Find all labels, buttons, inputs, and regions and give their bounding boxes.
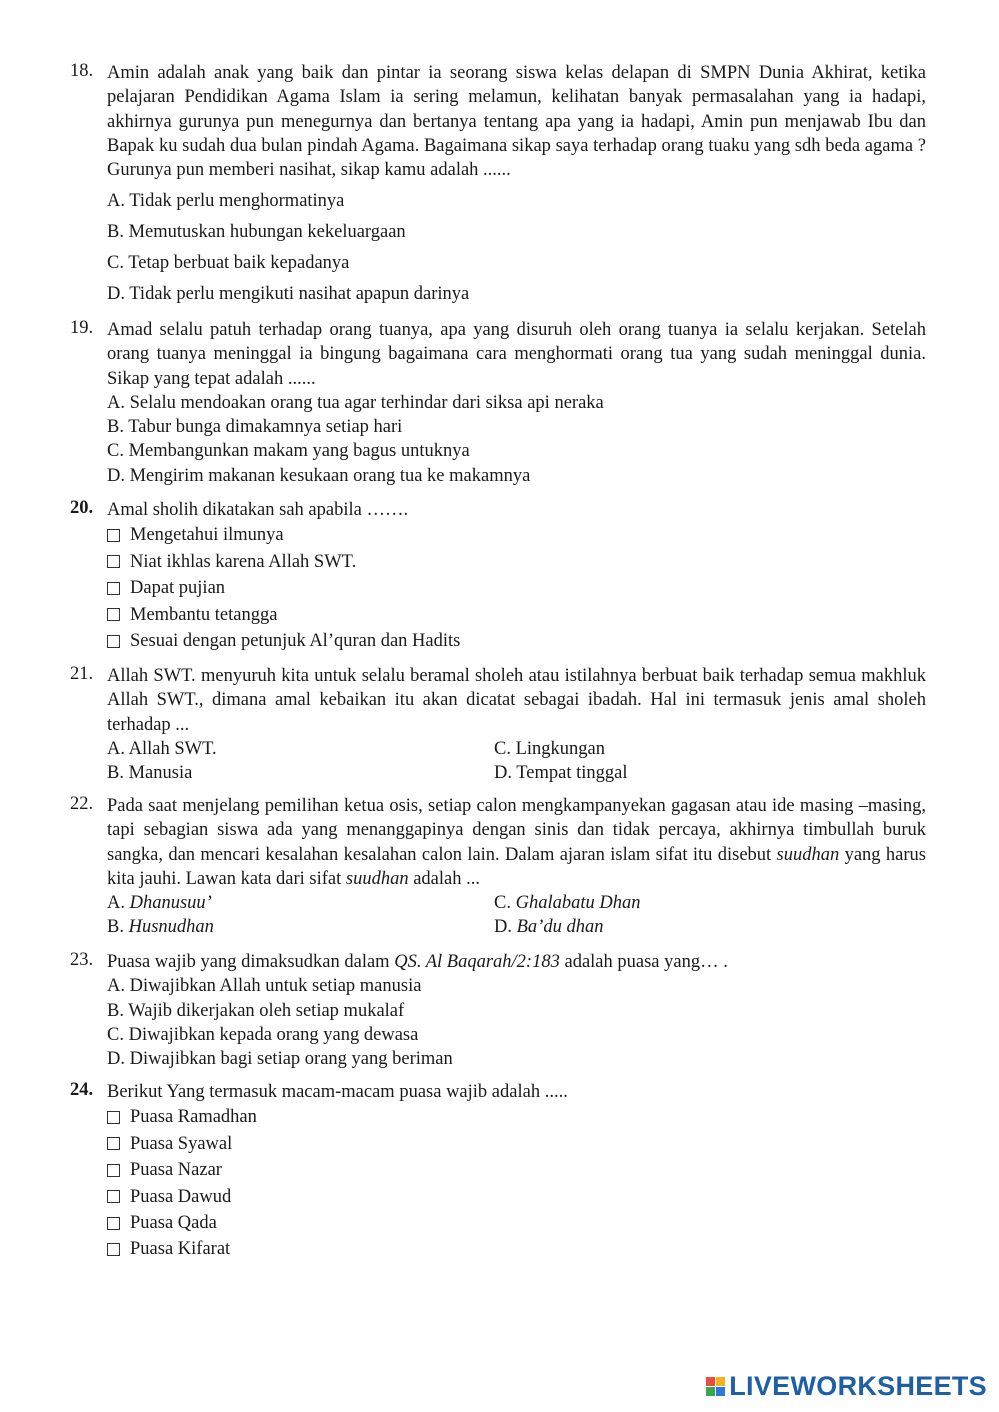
option-d[interactable]: D. Tidak perlu mengikuti nasihat apapun darinya bbox=[107, 284, 470, 305]
option-c[interactable]: C. Tetap berbuat baik kepadanya bbox=[107, 253, 350, 274]
option-b[interactable]: B. Memutuskan hubungan kekeluargaan bbox=[107, 222, 406, 243]
checkbox-option[interactable]: Niat ikhlas karena Allah SWT. bbox=[107, 549, 926, 575]
question-20 bbox=[70, 498, 926, 654]
checkbox-icon[interactable] bbox=[107, 608, 120, 621]
checkbox-option[interactable]: Puasa Nazar bbox=[107, 1157, 926, 1183]
brand-name: LIVEWORKSHEETS bbox=[729, 1371, 987, 1401]
option-d[interactable]: D. Tempat tinggal bbox=[494, 763, 628, 784]
option-a[interactable]: A. Selalu mendoakan orang tua agar terhindar dari siksa api neraka bbox=[107, 392, 604, 413]
checkbox-icon[interactable] bbox=[107, 529, 120, 542]
checkbox-option[interactable]: Puasa Ramadhan bbox=[107, 1104, 926, 1130]
option-a[interactable]: A. Allah SWT. bbox=[107, 738, 217, 759]
checkbox-icon[interactable] bbox=[107, 1111, 120, 1124]
term-italic: suudhan bbox=[776, 844, 840, 865]
question-22 bbox=[70, 794, 926, 940]
checkbox-icon[interactable] bbox=[107, 1217, 120, 1230]
checkbox-option[interactable]: Puasa Qada bbox=[107, 1210, 926, 1236]
question-19 bbox=[70, 318, 926, 488]
checkbox-option[interactable]: Sesuai dengan petunjuk Al’quran dan Hadits bbox=[107, 628, 926, 654]
question-text: Pada saat menjelang pemilihan ketua osis, setiap calon mengkampanyekan gagasan atau ide masing –masing, tapi sebagian siswa ada yang menanggapinya dengan sinis dan tidak percaya, akhirnya timbullah buruk sangka, dan mencari kesalahan kesalahan calon lain. Dalam ajaran islam sifat itu disebut suudhan yang harus kita jauhi. Lawan kata dari sifat suudhan adalah ... bbox=[107, 796, 926, 889]
checkbox-option[interactable]: Puasa Kifarat bbox=[107, 1236, 926, 1262]
question-number: 18. bbox=[70, 61, 94, 81]
question-number: 20. bbox=[70, 498, 94, 518]
question-text: Amal sholih dikatakan sah apabila ……. bbox=[107, 500, 409, 520]
checkbox-option[interactable]: Dapat pujian bbox=[107, 575, 926, 601]
checkbox-icon[interactable] bbox=[107, 1164, 120, 1177]
checkbox-icon[interactable] bbox=[107, 555, 120, 568]
checkbox-option[interactable]: Puasa Dawud bbox=[107, 1184, 926, 1210]
option-c[interactable]: C. Membangunkan makam yang bagus untuknya bbox=[107, 441, 470, 462]
checkbox-option[interactable]: Mengetahui ilmunya bbox=[107, 522, 926, 548]
option-c[interactable]: C. Ghalabatu Dhan bbox=[494, 893, 641, 914]
checkbox-option[interactable]: Membantu tetangga bbox=[107, 602, 926, 628]
question-text: Amad selalu patuh terhadap orang tuanya, apa yang disuruh oleh orang tuanya ia selalu kerjakan. Setelah orang tuanya meninggal ia bingung bagaimana cara menghormati orang tua yang sudah meninggal dunia. Sikap yang tepat adalah ...... bbox=[107, 320, 926, 389]
option-d[interactable]: D. Diwajibkan bagi setiap orang yang beriman bbox=[107, 1048, 453, 1069]
logo-tile bbox=[716, 1377, 725, 1386]
logo-tile bbox=[706, 1387, 715, 1396]
option-c[interactable]: C. Lingkungan bbox=[494, 738, 605, 759]
checkbox-icon[interactable] bbox=[107, 635, 120, 648]
question-text: Allah SWT. menyuruh kita untuk selalu beramal sholeh atau istilahnya berbuat baik terhadap semua makhluk Allah SWT., dimana amal kebaikan itu akan dicatat sebagai ibadah. Hal ini termasuk jenis amal sholeh terhadap ... bbox=[107, 666, 926, 735]
option-c[interactable]: C. Diwajibkan kepada orang yang dewasa bbox=[107, 1024, 419, 1045]
checkbox-option[interactable]: Puasa Syawal bbox=[107, 1131, 926, 1157]
live-logo-icon bbox=[706, 1377, 725, 1396]
question-number: 22. bbox=[70, 794, 94, 814]
question-text: Amin adalah anak yang baik dan pintar ia seorang siswa kelas delapan di SMPN Dunia Akhirat, ketika pelajaran Pendidikan Agama Islam ia sering melamun, kelihatan banyak permasalahan yang ia hadapi, akhirnya gurunya pun menegurnya dan bertanya tentang apa yang ia hadapi, Amin pun menjawab Ibu dan Bapak ku sudah dua bulan pindah Agama. Bagaimana sikap saya terhadap orang tuaku yang sdh beda agama ? Gurunya pun memberi nasihat, sikap kamu adalah ...... bbox=[107, 63, 926, 181]
question-24 bbox=[70, 1080, 926, 1263]
option-b[interactable]: B. Husnudhan bbox=[107, 917, 214, 938]
option-b[interactable]: B. Tabur bunga dimakamnya setiap hari bbox=[107, 417, 403, 438]
question-number: 19. bbox=[70, 318, 94, 338]
question-18 bbox=[70, 61, 926, 310]
option-a[interactable]: A. Diwajibkan Allah untuk setiap manusia bbox=[107, 976, 422, 997]
option-d[interactable]: D. Mengirim makanan kesukaan orang tua ke makamnya bbox=[107, 465, 531, 486]
question-number: 23. bbox=[70, 950, 94, 970]
surah-reference: QS. Al Baqarah/2:183 bbox=[394, 952, 560, 972]
question-number: 24. bbox=[70, 1080, 94, 1100]
logo-tile bbox=[716, 1387, 725, 1396]
question-21 bbox=[70, 664, 926, 785]
checkbox-icon[interactable] bbox=[107, 582, 120, 595]
question-number: 21. bbox=[70, 664, 94, 684]
option-b[interactable]: B. Manusia bbox=[107, 763, 193, 784]
liveworksheets-logo bbox=[706, 1371, 987, 1402]
option-a[interactable]: A. Dhanusuu’ bbox=[107, 893, 212, 914]
term-italic: suudhan bbox=[345, 868, 409, 889]
option-d[interactable]: D. Ba’du dhan bbox=[494, 917, 604, 938]
question-text: Berikut Yang termasuk macam-macam puasa wajib adalah ..... bbox=[107, 1082, 568, 1102]
option-b[interactable]: B. Wajib dikerjakan oleh setiap mukalaf bbox=[107, 1000, 405, 1021]
checkbox-icon[interactable] bbox=[107, 1137, 120, 1150]
logo-tile bbox=[706, 1377, 715, 1386]
question-text: Puasa wajib yang dimaksudkan dalam QS. Al Baqarah/2:183 adalah puasa yang… . bbox=[107, 952, 728, 972]
question-23 bbox=[70, 950, 926, 1071]
checkbox-icon[interactable] bbox=[107, 1243, 120, 1256]
option-a[interactable]: A. Tidak perlu menghormatinya bbox=[107, 191, 345, 212]
checkbox-icon[interactable] bbox=[107, 1190, 120, 1203]
